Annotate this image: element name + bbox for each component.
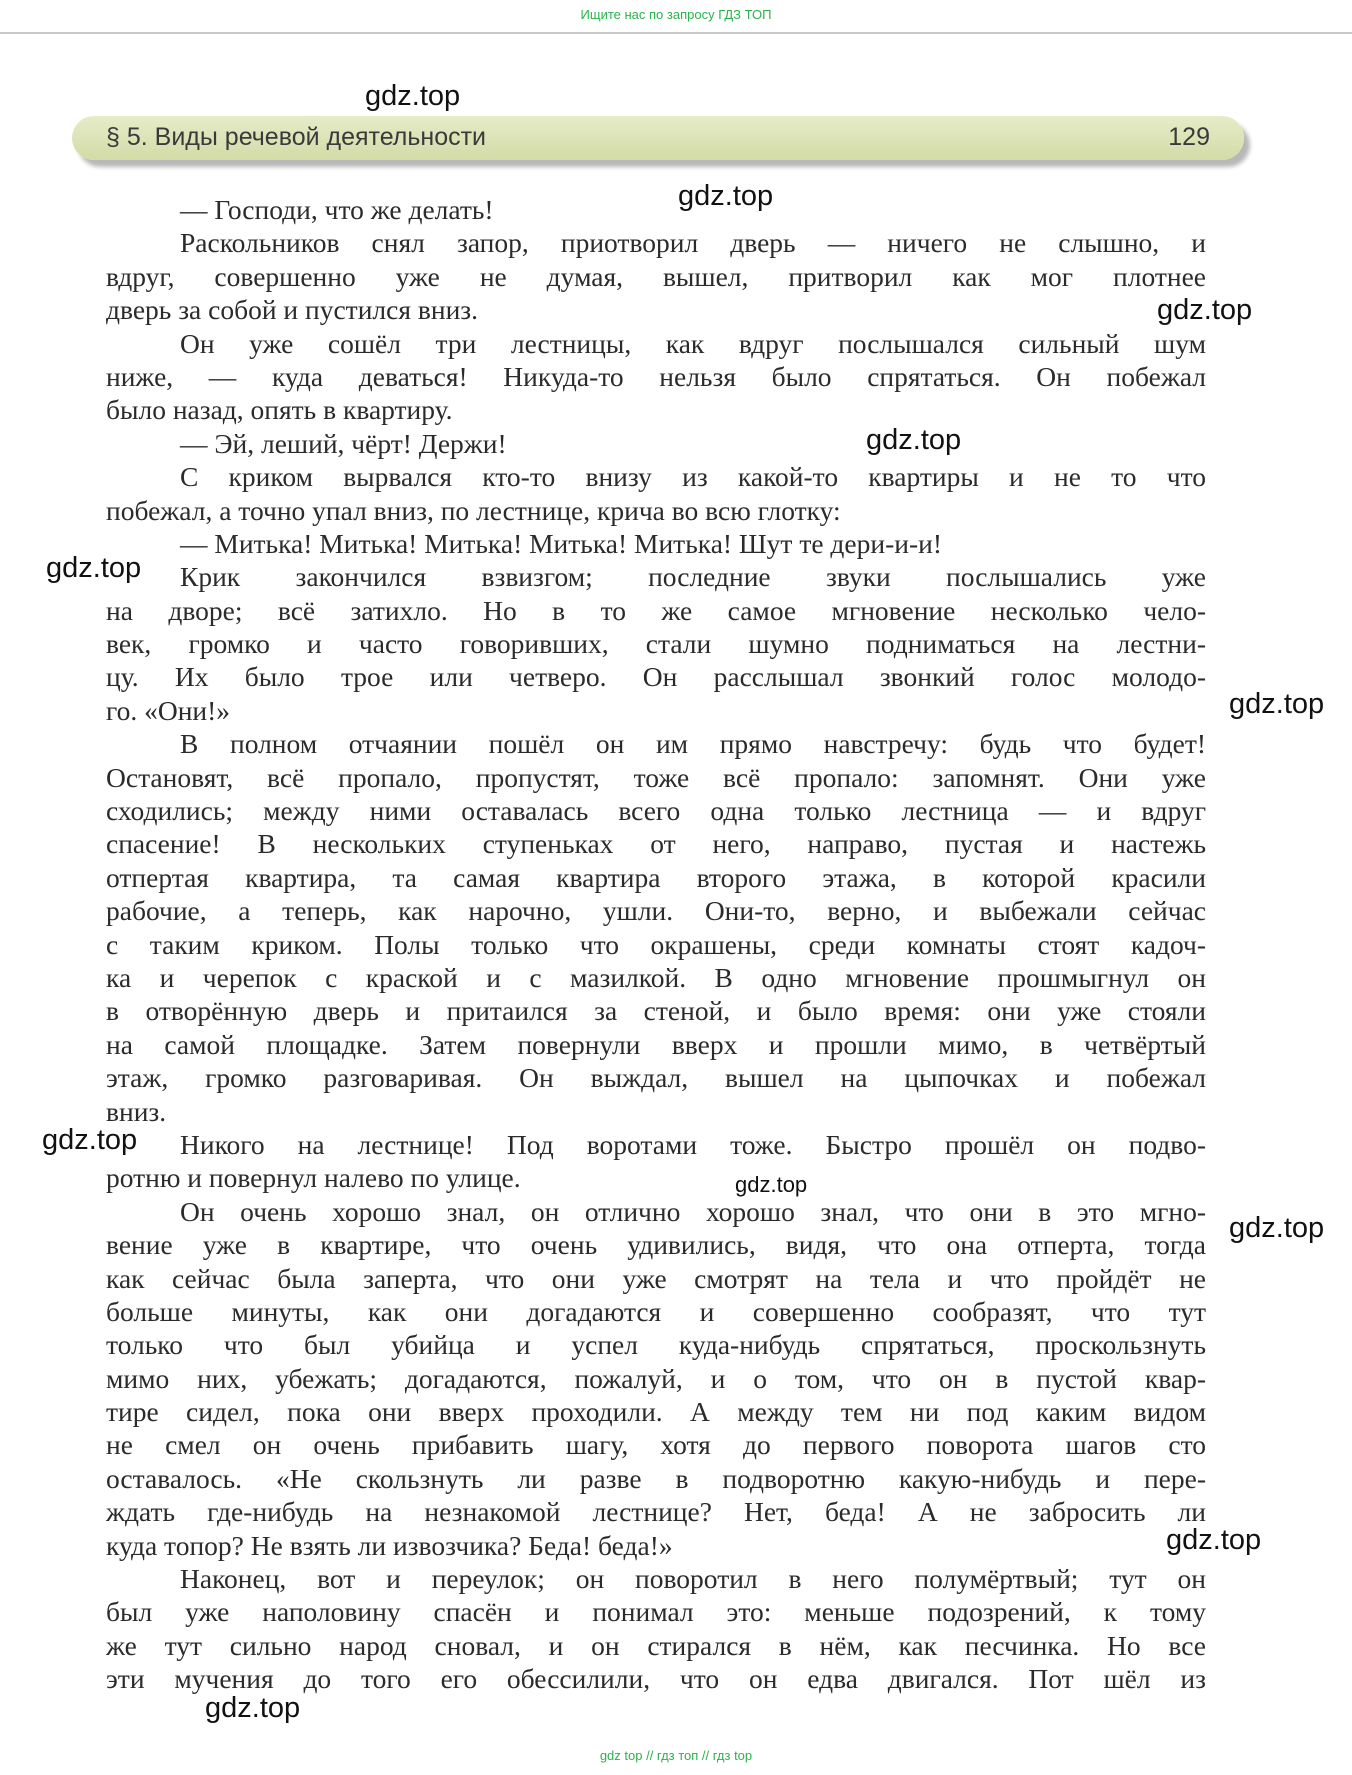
section-title: § 5. Виды речевой деятельности <box>106 123 487 151</box>
text-line: оставалось. «Не скользнуть ли разве в подворотню какую-нибудь и пере- <box>106 1462 1206 1494</box>
text-line: эти мучения до того его обессилили, что он едва двигался. Пот шёл из <box>106 1663 1206 1695</box>
text-line: век, громко и часто говоривших, стали шумно подниматься на лестни- <box>106 628 1206 660</box>
text-line: вение уже в квартире, что очень удивились, видя, что она отперта, тогда <box>106 1229 1206 1261</box>
text-line: ждать где-нибудь на незнакомой лестнице? Нет, беда! А не забросить ли <box>106 1496 1206 1528</box>
text-line: Остановят, всё пропало, пропустят, тоже всё пропало: запомнят. Они уже <box>106 761 1206 793</box>
text-line: вниз. <box>106 1095 167 1127</box>
text-line: ротню и повернул налево по улице. <box>106 1162 521 1194</box>
text-line: не смел он очень прибавить шагу, хотя до первого поворота шагов сто <box>106 1429 1206 1461</box>
text-line: го. «Они!» <box>106 694 231 726</box>
text-line: рабочие, а теперь, как нарочно, ушли. Они-то, верно, и выбежали сейчас <box>106 895 1206 927</box>
text-line: дверь за собой и пустился вниз. <box>106 294 479 326</box>
text-line: в отворённую дверь и притаился за стеной, и было время: они уже стояли <box>106 995 1206 1027</box>
text-line: мимо них, убежать; догадаются, пожалуй, и о том, что он в пустой квар- <box>106 1362 1206 1394</box>
text-line: цу. Их было трое или четверо. Он расслышал звонкий голос молодо- <box>106 661 1206 693</box>
text-line: Никого на лестнице! Под воротами тоже. Быстро прошёл он подво- <box>180 1128 1206 1160</box>
text-line: был уже наполовину спасён и понимал это: меньше подозрений, к тому <box>106 1596 1206 1628</box>
watermark: gdz.top <box>1229 1212 1325 1244</box>
watermark: gdz.top <box>678 180 774 212</box>
text-line: ка и черепок с краской и с мазилкой. В одно мгновение прошмыгнул он <box>106 961 1206 993</box>
text-line: только что был убийца и успел куда-нибудь спрятаться, проскользнуть <box>106 1329 1206 1361</box>
text-line: — Господи, что же делать! <box>180 194 494 225</box>
book-text <box>106 193 1206 1696</box>
text-line: Крик закончился взвизгом; последние звуки послышались уже <box>180 561 1206 593</box>
watermark: gdz.top <box>1157 294 1253 326</box>
text-line: сходились; между ними оставалась всего одна только лестница — и вдруг <box>106 795 1206 827</box>
text-line: больше минуты, как они догадаются и совершенно сообразят, что тут <box>106 1295 1206 1327</box>
watermark: gdz.top <box>205 1692 301 1724</box>
text-line: куда топор? Не взять ли извозчика? Беда! беда!» <box>106 1529 673 1561</box>
text-line: на самой площадке. Затем повернули вверх и прошли мимо, в четвёртый <box>106 1028 1206 1060</box>
text-line: этаж, громко разговаривая. Он выждал, вышел на цыпочках и побежал <box>106 1062 1206 1094</box>
text-line: — Эй, леший, чёрт! Держи! <box>180 427 507 459</box>
page-number: 129 <box>1168 123 1210 151</box>
text-line: с таким криком. Полы только что окрашены, среди комнаты стоят кадоч- <box>106 928 1206 960</box>
text-line: отпертая квартира, та самая квартира второго этажа, в которой красили <box>106 861 1206 893</box>
text-line: на дворе; всё затихло. Но в то же самое мгновение несколько чело- <box>106 594 1206 626</box>
text-line: спасение! В нескольких ступеньках от него, направо, пустая и настежь <box>106 828 1206 860</box>
text-line: Он уже сошёл три лестницы, как вдруг послышался сильный шум <box>180 327 1206 359</box>
text-line: было назад, опять в квартиру. <box>106 394 453 426</box>
text-line: Раскольников снял запор, приотворил дверь — ничего не слышно, и <box>180 227 1206 259</box>
watermark: gdz.top <box>1166 1524 1262 1556</box>
text-line: вдруг, совершенно уже не думая, вышел, притворил как мог плотнее <box>106 260 1206 292</box>
text-line: В полном отчаянии пошёл он им прямо навстречу: будь что будет! <box>180 728 1206 760</box>
text-line: Наконец, вот и переулок; он поворотил в него полумёртвый; тут он <box>180 1563 1206 1595</box>
bottom-links[interactable]: gdz top // гдз топ // гдз top <box>599 1748 753 1763</box>
watermark: gdz.top <box>365 80 461 112</box>
watermark: gdz.top <box>735 1172 808 1197</box>
section-header <box>72 116 1244 160</box>
text-line: ниже, — куда деваться! Никуда-то нельзя было спрятаться. Он побежал <box>106 360 1206 392</box>
watermark: gdz.top <box>866 424 962 456</box>
text-line: — Митька! Митька! Митька! Митька! Митька! Шут те дери-и-и! <box>180 527 942 559</box>
watermark: gdz.top <box>42 1124 138 1156</box>
top-banner[interactable]: Ищите нас по запросу ГДЗ ТОП <box>0 0 1352 34</box>
text-line: С криком вырвался кто-то внизу из какой-то квартиры и не то что <box>180 461 1206 493</box>
text-line: тире сидел, пока они вверх проходили. А между тем ни под каким видом <box>106 1396 1206 1428</box>
text-line: как сейчас была заперта, что они уже смотрят на тела и что пройдёт не <box>106 1262 1206 1294</box>
text-line: побежал, а точно упал вниз, по лестнице, крича во всю глотку: <box>106 494 841 526</box>
watermark: gdz.top <box>1229 688 1325 720</box>
text-line: Он очень хорошо знал, он отлично хорошо знал, что они в это мгно- <box>180 1195 1206 1227</box>
watermark: gdz.top <box>46 552 142 584</box>
text-line: же тут сильно народ сновал, и он стирался в нём, как песчинка. Но все <box>106 1629 1206 1661</box>
